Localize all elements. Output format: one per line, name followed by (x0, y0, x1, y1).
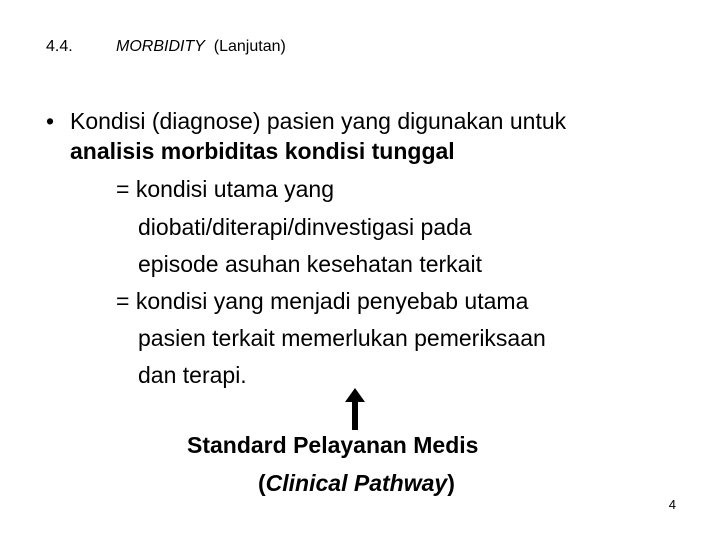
reference-line-2 (258, 470, 455, 497)
definition-1-line-1: = kondisi utama yang (116, 176, 334, 202)
bullet-marker: • (46, 108, 55, 134)
section-title-main: MORBIDITY (116, 38, 205, 55)
definition-2-line-3: dan terapi. (138, 362, 247, 388)
definition-2-line-1: = kondisi yang menjadi penyebab utama (116, 288, 529, 314)
clinical-pathway-text: Clinical Pathway (265, 470, 448, 496)
section-number: 4.4. (46, 38, 73, 55)
paren-open: ( (258, 470, 266, 496)
paren-close: ) (447, 470, 455, 496)
definition-1-line-3: episode asuhan kesehatan terkait (138, 251, 482, 277)
page-number: 4 (668, 497, 676, 512)
section-title (116, 38, 286, 56)
reference-line-1: Standard Pelayanan Medis (187, 432, 479, 458)
bullet-line-2: analisis morbiditas kondisi tunggal (70, 138, 455, 164)
section-title-suffix: (Lanjutan) (213, 38, 286, 55)
definition-1-line-2: diobati/diterapi/dinvestigasi pada (138, 214, 472, 240)
slide-header (0, 38, 720, 62)
bullet-line-1: Kondisi (diagnose) pasien yang digunakan untuk (70, 108, 567, 134)
definition-2-line-2: pasien terkait memerlukan pemeriksaan (138, 325, 546, 351)
up-arrow-icon (343, 388, 367, 430)
